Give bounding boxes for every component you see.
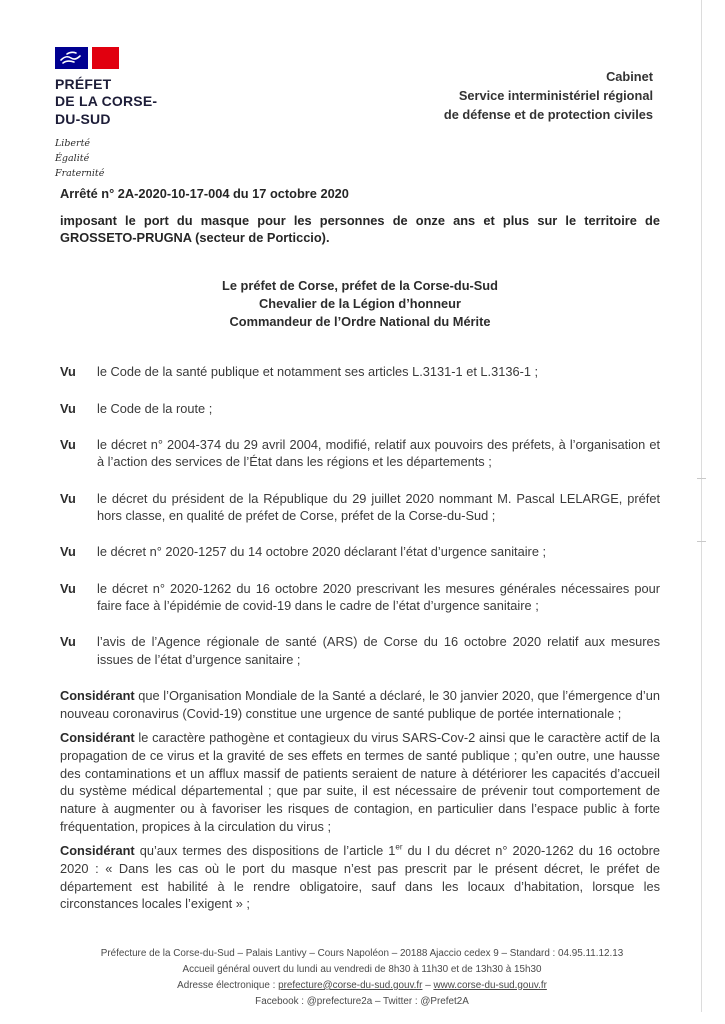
marianne-blue-block-icon	[55, 47, 88, 69]
vu-item	[60, 436, 660, 471]
vu-text: le décret n° 2004-374 du 29 avril 2004, modifié, relatif aux pouvoirs des préfets, à l’organisation et à l’action des services de l’État dans les régions et les départements ;	[97, 436, 660, 470]
decree-subject-title: imposant le port du masque pour les personnes de onze ans et plus sur le territoire de GROSSETO-PRUGNA (secteur de Porticcio).	[60, 212, 660, 246]
logo-title-line: DU-SUD	[55, 110, 111, 127]
footer-separator: –	[422, 979, 434, 991]
considerant-text: que l’Organisation Mondiale de la Santé a déclaré, le 30 janvier 2020, que l’émergence d’un nouveau coronavirus (Covid-19) constitue une urgence de santé publique de portée internationale ;	[60, 688, 660, 721]
vu-label: Vu	[60, 544, 76, 560]
vu-item	[60, 633, 660, 668]
vu-list	[60, 363, 660, 668]
footer-contact-line	[42, 978, 682, 994]
logo-title-line: PRÉFET	[55, 76, 112, 92]
footer-address-line: Préfecture de la Corse-du-Sud – Palais Lantivy – Cours Napoléon – 20188 Ajaccio cedex 9 – Standard : 04.95.11.12.13	[100, 948, 624, 959]
republic-motto	[55, 137, 157, 181]
vu-text: l’avis de l’Agence régionale de santé (ARS) de Corse du 16 octobre 2020 relatif aux mesures issues de l’état d’urgence sanitaire ;	[97, 634, 660, 667]
prefect-titles-block	[60, 277, 660, 331]
prefect-title-line: Le préfet de Corse, préfet de la Corse-du-Sud	[222, 277, 498, 293]
considerant-text: le caractère pathogène et contagieux du virus SARS-Cov-2 ainsi que le caractère actif de la propagation de ce virus et la gravité de ses effets en termes de santé publique ; qu’en outre, une hausse des contaminations et un afflux massif de patients seraient de nature à détériorer les capacités d’accueil du système médical départemental ; que par suite, il est nécessaire de prévenir tout comportement de nature à augmenter ou à favoriser les risques de contagion, en particulier dans l’espace public à forte fréquentation, propices à la circulation du virus ;	[60, 730, 660, 834]
vu-text: le décret n° 2020-1257 du 14 octobre 2020 déclarant l’état d’urgence sanitaire ;	[97, 544, 547, 560]
considerant-text: qu’aux termes des dispositions de l’article 1	[134, 843, 396, 859]
service-line: de défense et de protection civiles	[443, 107, 653, 123]
footer-hours-line: Accueil général ouvert du lundi au vendredi de 8h30 à 11h30 et de 13h30 à 15h30	[182, 963, 542, 975]
prefecture-logo	[55, 47, 157, 181]
vu-item	[60, 363, 660, 381]
vu-text: le décret du président de la République du 29 juillet 2020 nommant M. Pascal LELARGE, préfet hors classe, en qualité de préfet de Corse, préfet de la Corse-du-Sud ;	[97, 490, 660, 524]
red-block-icon	[92, 47, 119, 69]
vu-label: Vu	[60, 400, 76, 416]
motto-line: Fraternité	[55, 167, 105, 179]
prefecture-logo-title	[55, 76, 157, 128]
considerant-sup: er	[395, 843, 403, 853]
scan-artifact-tick	[697, 478, 706, 479]
considerant-label: Considérant	[60, 843, 135, 859]
vu-item	[60, 400, 660, 418]
vu-text: le Code de la santé publique et notamment ses articles L.3131-1 et L.3136-1 ;	[97, 364, 539, 380]
considerant-label: Considérant	[60, 730, 135, 746]
footer-email-link[interactable]: prefecture@corse-du-sud.gouv.fr	[278, 979, 423, 991]
footer-website-link[interactable]: www.corse-du-sud.gouv.fr	[433, 979, 547, 991]
considerant-paragraph	[60, 687, 660, 722]
considerant-paragraph	[60, 729, 660, 835]
issuing-service-header	[444, 67, 653, 125]
service-line: Service interministériel régional	[458, 88, 653, 104]
vu-item	[60, 580, 660, 615]
motto-line: Égalité	[55, 152, 90, 164]
scan-artifact-tick	[697, 541, 706, 542]
prefect-title-line: Chevalier de la Légion d’honneur	[259, 296, 461, 312]
footer-email-prefix: Adresse électronique :	[177, 979, 279, 991]
decree-number-title: Arrêté n° 2A-2020-10-17-004 du 17 octobre 2020	[60, 186, 349, 201]
scan-artifact-line	[701, 0, 702, 1012]
vu-label: Vu	[60, 490, 76, 506]
vu-text: le décret n° 2020-1262 du 16 octobre 2020 prescrivant les mesures générales nécessaires pour faire face à l’épidémie de covid-19 dans le cadre de l’état d’urgence sanitaire ;	[97, 580, 660, 614]
footer-social-line: Facebook : @prefecture2a – Twitter : @Prefet2A	[255, 995, 469, 1007]
logo-title-line: DE LA CORSE-	[55, 93, 158, 110]
vu-text: le Code de la route ;	[97, 400, 213, 416]
prefecture-footer	[42, 946, 682, 1009]
vu-label: Vu	[60, 436, 76, 452]
french-flag-marianne-icon	[55, 47, 157, 69]
considerant-list	[60, 687, 660, 913]
considerant-paragraph	[60, 842, 660, 913]
considerant-label: Considérant	[60, 688, 135, 704]
vu-label: Vu	[60, 634, 76, 650]
vu-label: Vu	[60, 364, 76, 380]
vu-label: Vu	[60, 580, 76, 596]
service-line: Cabinet	[606, 69, 653, 84]
considerant-text: du I du décret n° 2020-1262 du 16 octobre 2020 : « Dans les cas où le port du masque n’est pas prescrit par le présent décret, le préfet de département est habilité à le rendre obligatoire, sauf dans les locaux d’habitation, lorsque les circonstances locales l’exigent » ;	[60, 843, 660, 912]
vu-item	[60, 543, 660, 561]
vu-item	[60, 490, 660, 525]
decree-body	[60, 185, 660, 920]
prefect-title-line: Commandeur de l’Ordre National du Mérite	[229, 314, 491, 330]
motto-line: Liberté	[55, 138, 91, 150]
